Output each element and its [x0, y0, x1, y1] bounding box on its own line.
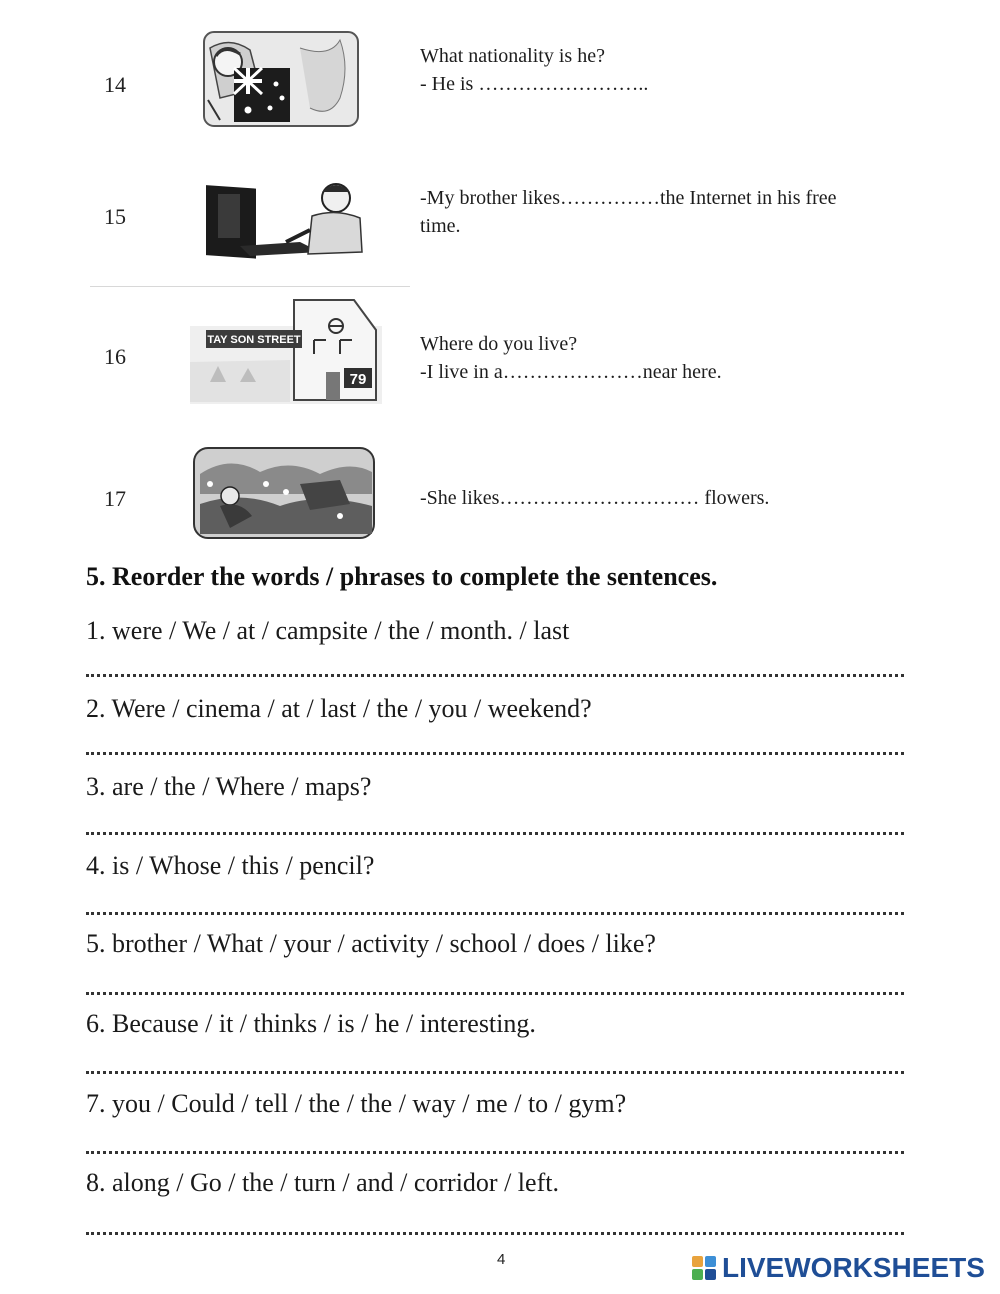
answer-line-6[interactable]: [86, 1071, 904, 1074]
item-number: 17: [104, 486, 126, 511]
item-number: 14: [104, 72, 126, 97]
item-17: [0, 444, 1000, 544]
item-answer-line[interactable]: -She likes………………………… flowers.: [420, 487, 770, 509]
item-text: [420, 42, 950, 98]
item-text: [420, 330, 950, 386]
divider: [90, 286, 410, 287]
reorder-sentence-5: 5. brother / What / your / activity / school / does / like?: [86, 929, 656, 958]
reorder-sentence-6: 6. Because / it / thinks / is / he / interesting.: [86, 1009, 536, 1038]
item-text: [420, 484, 950, 512]
reorder-sentence-1: 1. were / We / at / campsite / the / month. / last: [86, 616, 570, 645]
item-answer-line: time.: [420, 215, 461, 237]
gardening-picture: [190, 444, 380, 542]
answer-line-1[interactable]: [86, 674, 904, 677]
item-14: [0, 28, 1000, 148]
street-sign-text: TAY SON STREET: [207, 334, 301, 346]
item-question[interactable]: -My brother likes……………the Internet in his free: [420, 187, 837, 209]
reorder-sentence-4: 4. is / Whose / this / pencil?: [86, 851, 375, 880]
answer-line-8[interactable]: [86, 1232, 904, 1235]
brand-text: LIVEWORKSHEETS: [722, 1252, 985, 1283]
item-15: [0, 178, 1000, 274]
item-16: [0, 296, 1000, 410]
item-text: [420, 184, 950, 240]
page-number: 4: [497, 1251, 506, 1268]
item-question: What nationality is he?: [420, 45, 605, 67]
reorder-sentence-2: 2. Were / cinema / at / last / the / you / weekend?: [86, 694, 592, 723]
house-number-text: 79: [349, 371, 367, 388]
item-number: 15: [104, 204, 126, 229]
section-title: 5. Reorder the words / phrases to complete the sentences.: [86, 562, 718, 591]
answer-line-7[interactable]: [86, 1151, 904, 1154]
reorder-sentence-8: 8. along / Go / the / turn / and / corridor / left.: [86, 1168, 559, 1197]
answer-line-4[interactable]: [86, 912, 904, 915]
reorder-sentence-7: 7. you / Could / tell / the / the / way / me / to / gym?: [86, 1089, 627, 1118]
liveworksheets-logo[interactable]: [692, 1252, 985, 1284]
boy-with-flag-picture: [190, 28, 362, 132]
item-answer-line[interactable]: - He is ……………………..: [420, 73, 649, 95]
reorder-sentence-3: 3. are / the / Where / maps?: [86, 772, 372, 801]
answer-line-5[interactable]: [86, 992, 904, 995]
item-question: Where do you live?: [420, 333, 578, 355]
boy-computer-picture: [190, 180, 366, 260]
item-number: 16: [104, 344, 126, 369]
answer-line-2[interactable]: [86, 752, 904, 755]
logo-grid-icon: [692, 1256, 716, 1280]
answer-line-3[interactable]: [86, 832, 904, 835]
street-house-picture: [190, 296, 382, 404]
item-answer-line[interactable]: -I live in a…………………near here.: [420, 361, 722, 383]
